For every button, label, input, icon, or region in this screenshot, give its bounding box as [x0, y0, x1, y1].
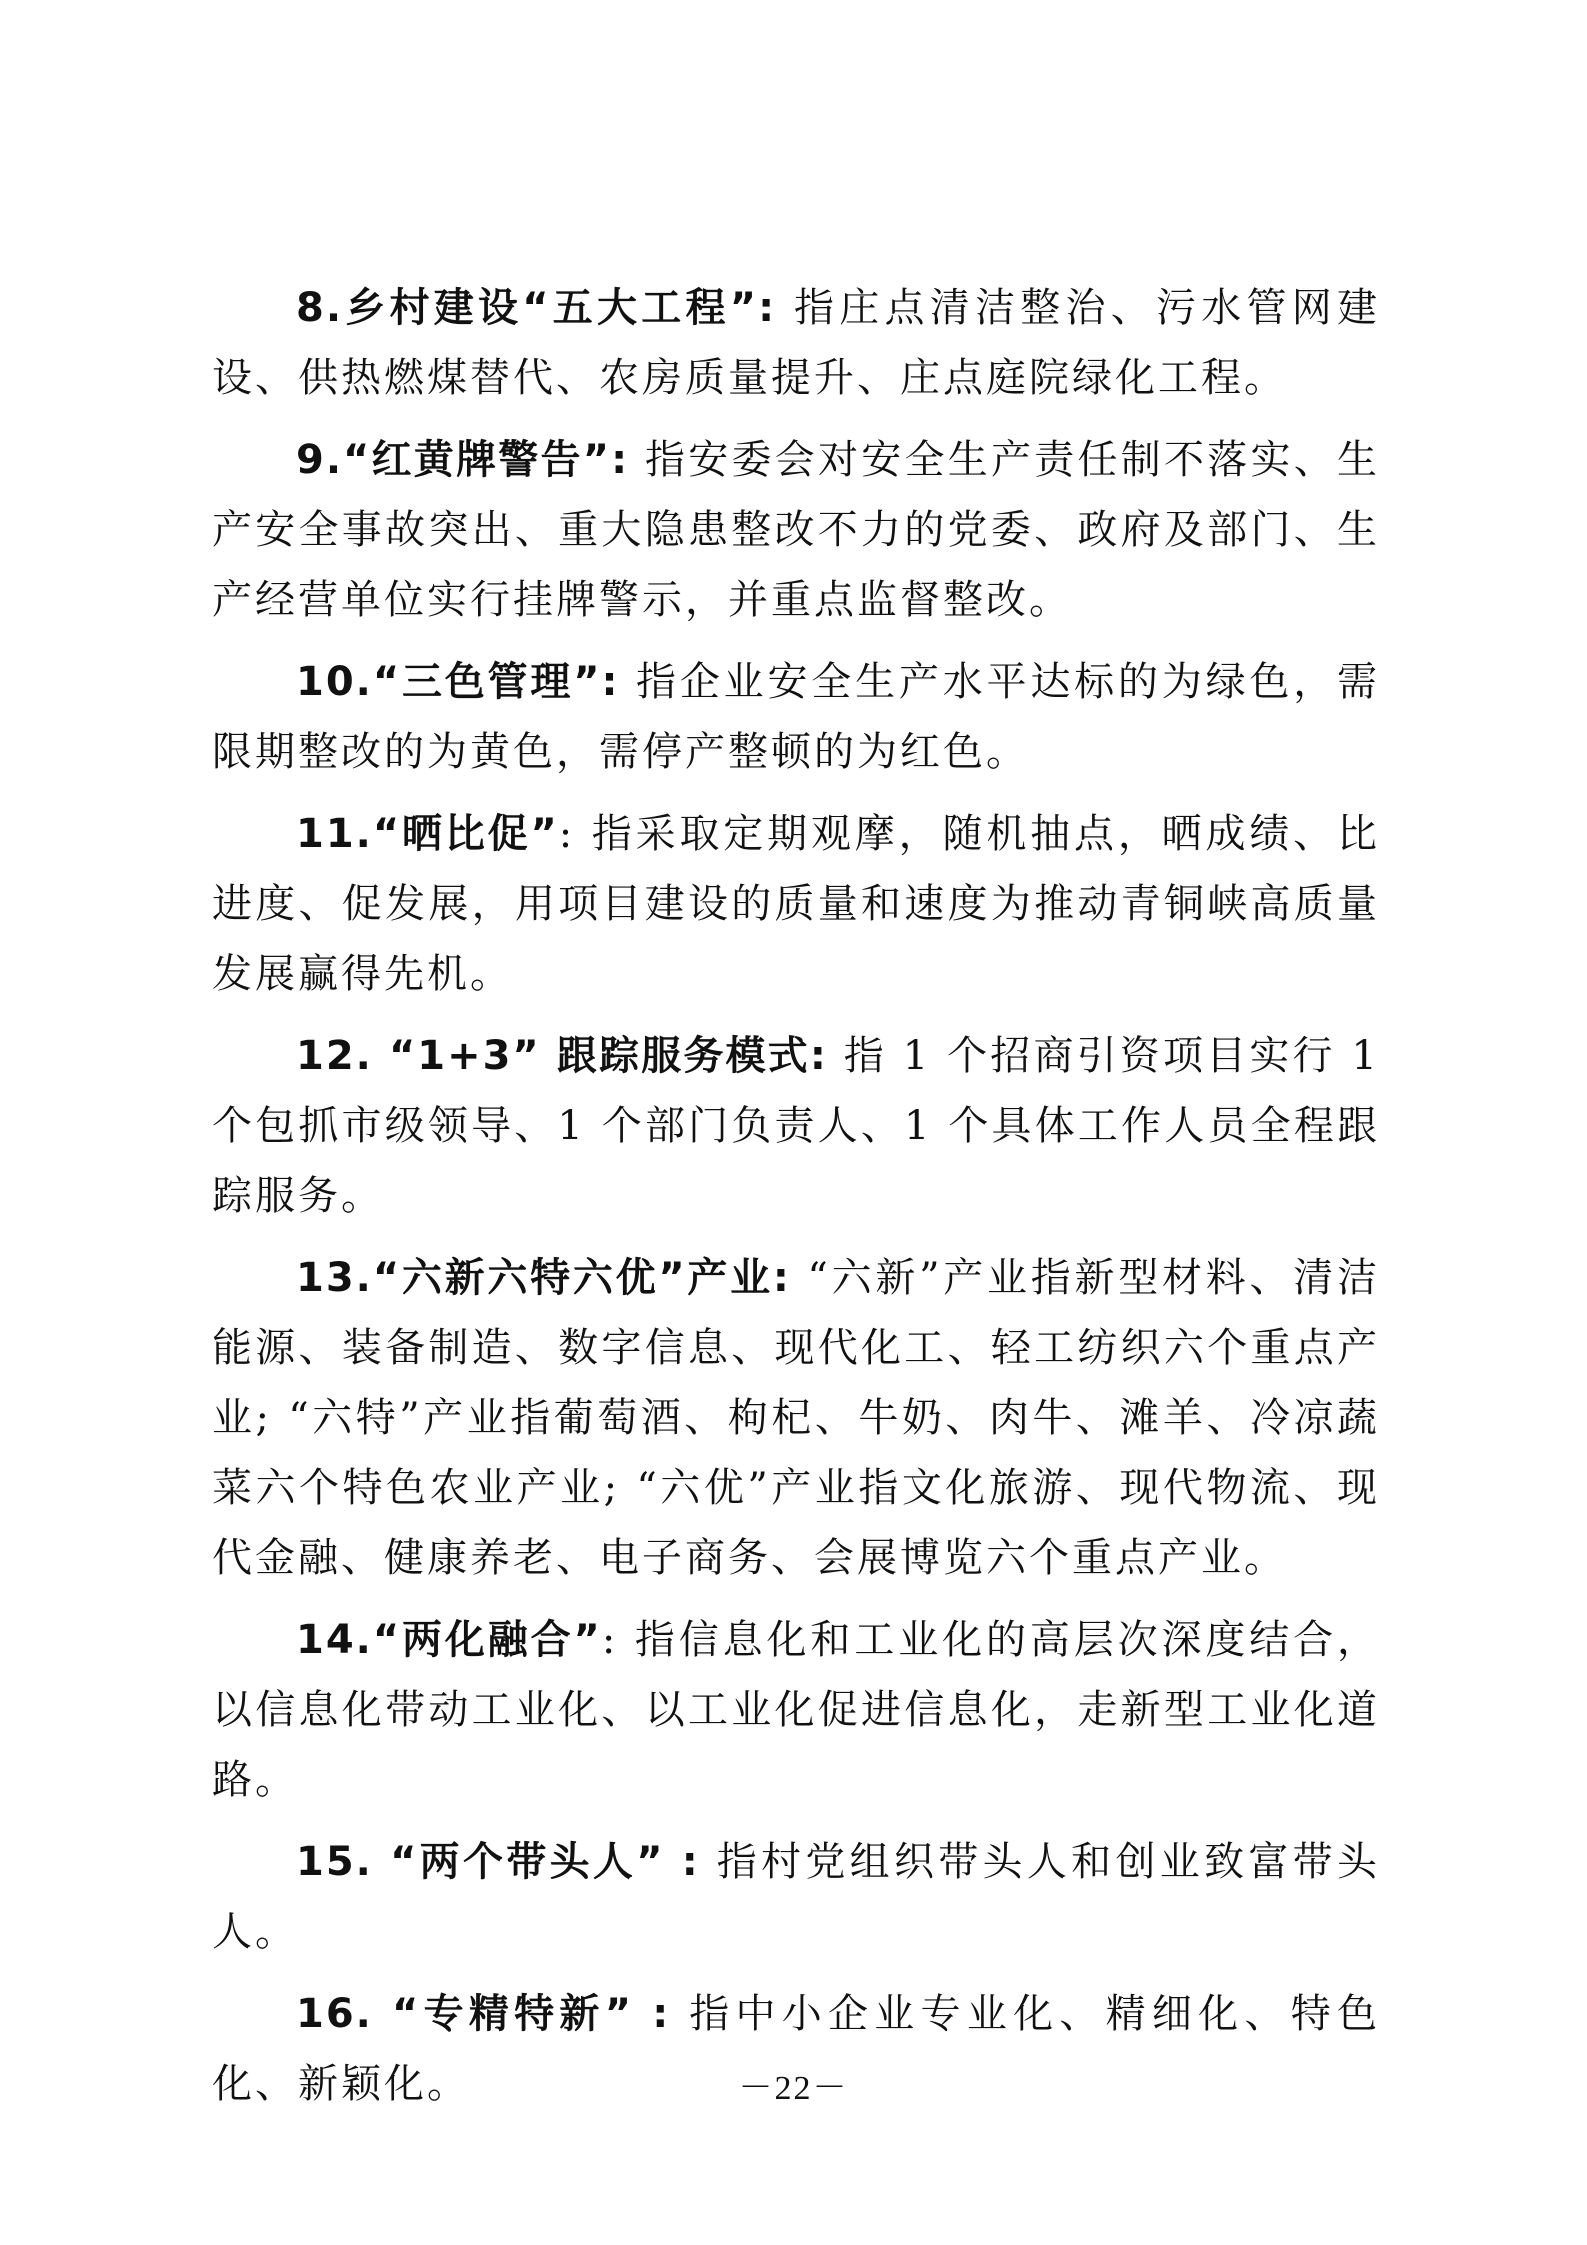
entry-term: 11.“晒比促” [296, 811, 559, 857]
entry-12 [212, 1021, 1380, 1231]
entry-9 [212, 425, 1380, 635]
entry-term: 15. “两个带头人” : [296, 1839, 700, 1885]
entry-text: 指庄点清洁整治、污水管网建设、供热燃煤替代、农房质量提升、庄点庭院绿化工程。 [212, 285, 1380, 401]
entry-term: 12. “1+3” 跟踪服务模式: [296, 1033, 828, 1079]
entry-text: : 指采取定期观摩，随机抽点，晒成绩、比进度、促发展，用项目建设的质量和速度为推动青铜峡高质量发展赢得先机。 [212, 811, 1380, 997]
entry-8 [212, 273, 1380, 413]
entry-text: 指 1 个招商引资项目实行 1 个包抓市级领导、1 个部门负责人、1 个具体工作人员全程跟踪服务。 [212, 1033, 1380, 1219]
entry-term: 8.乡村建设“五大工程”: [296, 285, 777, 331]
entry-term: 14.“两化融合” [296, 1617, 602, 1663]
entry-text: 指中小企业专业化、精细化、特色化、新颖化。 [212, 1991, 1380, 2107]
entry-10 [212, 647, 1380, 787]
entry-text: 指企业安全生产水平达标的为绿色，需限期整改的为黄色，需停产整顿的为红色。 [212, 659, 1381, 775]
entry-term: 13.“六新六特六优”产业: [296, 1255, 791, 1301]
document-body [212, 273, 1380, 2131]
entry-text: “六新”产业指新型材料、清洁能源、装备制造、数字信息、现代化工、轻工纺织六个重点产业; “六特”产业指葡萄酒、枸杞、牛奶、肉牛、滩羊、冷凉蔬菜六个特色农业产业; “六优”产业指文化旅游、现代物流、现代金融、健康养老、电子商务、会展博览六个重点产业。 [212, 1255, 1380, 1581]
entry-11 [212, 799, 1380, 1009]
page-number: －22－ [738, 2070, 849, 2107]
entry-term: 16. “专精特新” : [296, 1991, 671, 2037]
entry-text: 指安委会对安全生产责任制不落实、生产安全事故突出、重大隐患整改不力的党委、政府及部门、生产经营单位实行挂牌警示，并重点监督整改。 [212, 437, 1381, 623]
entry-term: 9.“红黄牌警告”: [296, 437, 630, 483]
entry-13 [212, 1243, 1380, 1593]
entry-text: 指村党组织带头人和创业致富带头人。 [212, 1839, 1380, 1955]
entry-text: : 指信息化和工业化的高层次深度结合，以信息化带动工业化、以工业化促进信息化，走新型工业化道路。 [212, 1617, 1380, 1803]
entry-15 [212, 1827, 1380, 1967]
entry-14 [212, 1605, 1380, 1815]
entry-term: 10.“三色管理”: [296, 659, 620, 705]
